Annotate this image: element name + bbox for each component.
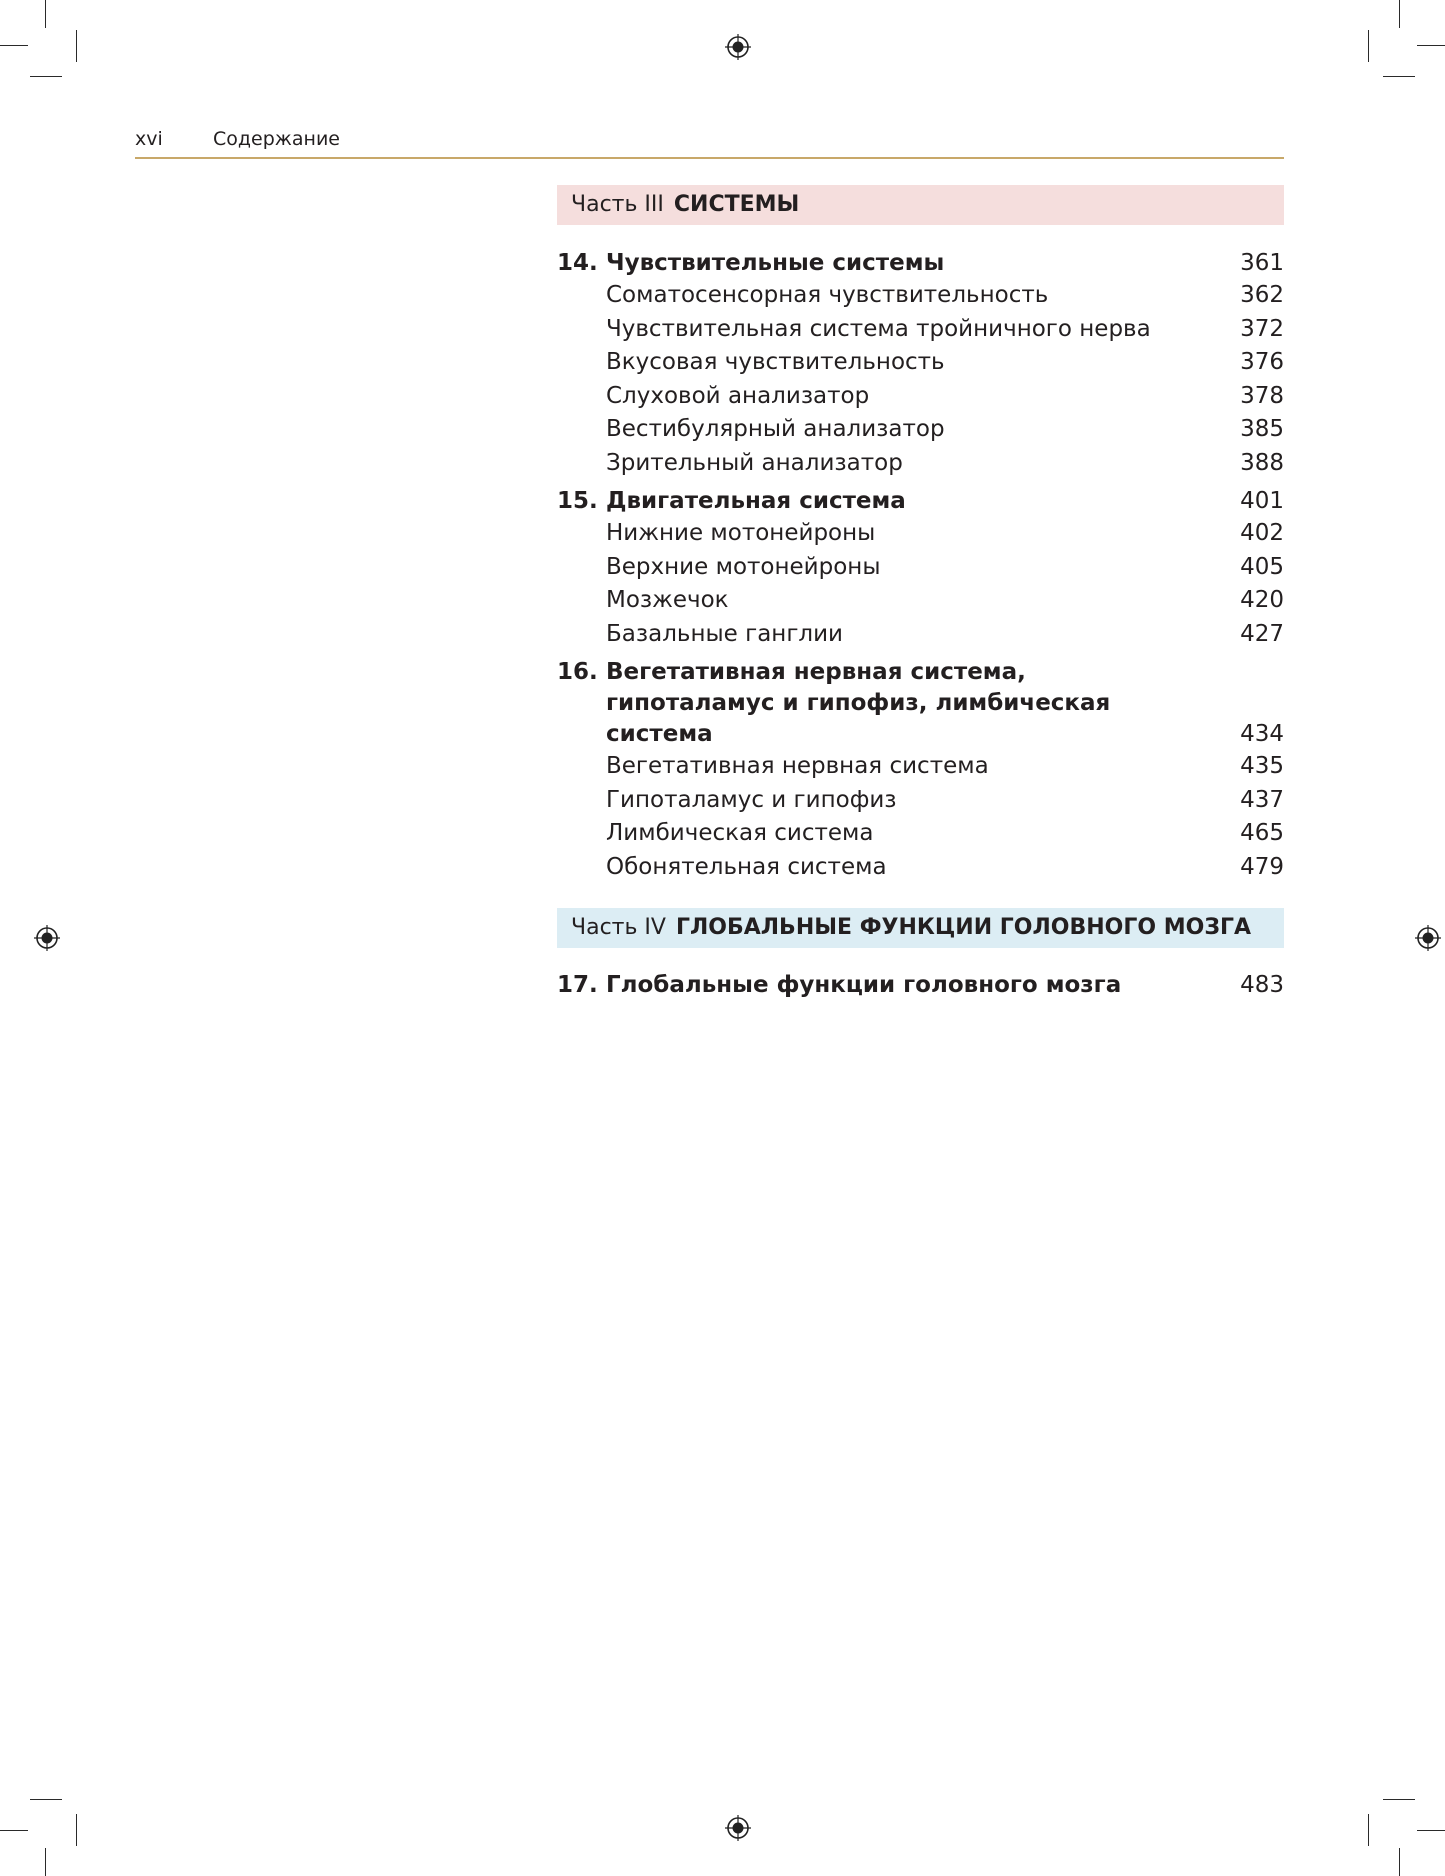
toc-chapter <box>557 657 1284 884</box>
crop-mark <box>30 1799 62 1800</box>
crop-mark <box>1368 30 1369 62</box>
section-entry[interactable] <box>606 279 1284 313</box>
section-list <box>557 517 1284 651</box>
chapter-number: 15. <box>557 488 598 514</box>
registration-mark-icon <box>725 1815 751 1841</box>
section-page: 479 <box>1240 853 1284 880</box>
chapter-title: Двигательная система <box>606 488 906 514</box>
section-entry[interactable] <box>606 584 1284 618</box>
section-entry[interactable] <box>606 346 1284 380</box>
crop-mark <box>45 0 46 28</box>
part-name: СИСТЕМЫ <box>673 192 800 217</box>
chapter-page: 361 <box>1240 250 1284 276</box>
crop-mark <box>1417 1830 1445 1831</box>
chapter-number: 17. <box>557 972 598 998</box>
registration-mark-icon <box>1415 925 1441 951</box>
chapter-title: Чувствительные системы <box>606 250 945 276</box>
header-rule <box>135 157 1284 159</box>
section-title: Слуховой анализатор <box>606 382 870 409</box>
section-title: Вестибулярный анализатор <box>606 416 945 442</box>
crop-mark <box>45 1848 46 1876</box>
crop-mark <box>76 30 77 62</box>
chapter-entry[interactable] <box>557 248 1284 279</box>
section-title: Обонятельная система <box>606 853 887 880</box>
section-page: 376 <box>1240 349 1284 375</box>
section-page: 378 <box>1240 382 1284 409</box>
crop-mark <box>1399 1848 1400 1876</box>
section-title: Вегетативная нервная система <box>606 753 989 779</box>
section-entry[interactable] <box>606 380 1284 414</box>
section-page: 385 <box>1240 416 1284 442</box>
crop-mark <box>76 1814 77 1846</box>
toc-chapter <box>557 486 1284 651</box>
section-page: 465 <box>1240 820 1284 846</box>
part-name: ГЛОБАЛЬНЫЕ ФУНКЦИИ ГОЛОВНОГО МОЗГА <box>675 915 1252 940</box>
registration-mark-icon <box>34 925 60 951</box>
toc-chapter <box>557 970 1284 1001</box>
section-entry[interactable] <box>606 851 1284 885</box>
part-label: Часть III <box>571 192 664 217</box>
chapter-entry[interactable] <box>557 657 1284 750</box>
chapter-entry[interactable] <box>557 970 1284 1001</box>
chapter-number: 16. <box>557 659 598 685</box>
section-title: Верхние мотонейроны <box>606 553 881 580</box>
section-entry[interactable] <box>606 447 1284 481</box>
section-title: Чувствительная система тройничного нерва <box>606 315 1151 342</box>
section-title: Гипоталамус и гипофиз <box>606 786 897 813</box>
section-title: Вкусовая чувствительность <box>606 349 945 375</box>
section-page: 420 <box>1240 587 1284 613</box>
part-heading <box>557 185 1284 225</box>
crop-mark <box>0 1830 28 1831</box>
section-entry[interactable] <box>606 784 1284 818</box>
section-page: 427 <box>1240 620 1284 647</box>
crop-mark <box>0 45 28 46</box>
section-list <box>557 750 1284 884</box>
section-page: 372 <box>1240 315 1284 342</box>
page-number: xvi <box>135 128 163 150</box>
section-page: 402 <box>1240 520 1284 546</box>
section-title: Нижние мотонейроны <box>606 520 876 546</box>
crop-mark <box>1368 1814 1369 1846</box>
section-title: Соматосенсорная чувствительность <box>606 282 1049 308</box>
section-entry[interactable] <box>606 551 1284 585</box>
section-page: 437 <box>1240 786 1284 813</box>
section-page: 405 <box>1240 553 1284 580</box>
section-title: Базальные ганглии <box>606 620 844 647</box>
section-entry[interactable] <box>606 817 1284 851</box>
section-page: 388 <box>1240 449 1284 476</box>
section-entry[interactable] <box>606 618 1284 652</box>
crop-mark <box>1383 76 1415 77</box>
chapter-number: 14. <box>557 250 598 276</box>
section-entry[interactable] <box>606 313 1284 347</box>
section-title: Зрительный анализатор <box>606 449 903 476</box>
section-entry[interactable] <box>606 517 1284 551</box>
chapter-title: Вегетативная нервная система, гипоталамус и гипофиз, лимбическая система <box>606 659 1111 747</box>
chapter-entry[interactable] <box>557 486 1284 517</box>
chapter-page: 483 <box>1240 972 1284 998</box>
section-title: Мозжечок <box>606 587 729 613</box>
chapter-title: Глобальные функции головного мозга <box>606 972 1122 998</box>
chapter-page: 401 <box>1240 488 1284 514</box>
registration-mark-icon <box>725 34 751 60</box>
toc-part-4 <box>557 970 1284 1001</box>
crop-mark <box>1417 45 1445 46</box>
section-page: 435 <box>1240 753 1284 779</box>
section-list <box>557 279 1284 480</box>
crop-mark <box>1399 0 1400 28</box>
toc-chapter <box>557 248 1284 480</box>
part-label: Часть IV <box>571 915 666 940</box>
section-title: Лимбическая система <box>606 820 874 846</box>
crop-mark <box>1383 1799 1415 1800</box>
section-page: 362 <box>1240 282 1284 308</box>
section-entry[interactable] <box>606 750 1284 784</box>
part-heading <box>557 908 1284 948</box>
crop-mark <box>30 76 62 77</box>
section-entry[interactable] <box>606 413 1284 447</box>
chapter-page: 434 <box>1240 721 1284 747</box>
toc-part-3 <box>557 248 1284 890</box>
running-title: Содержание <box>213 128 340 150</box>
